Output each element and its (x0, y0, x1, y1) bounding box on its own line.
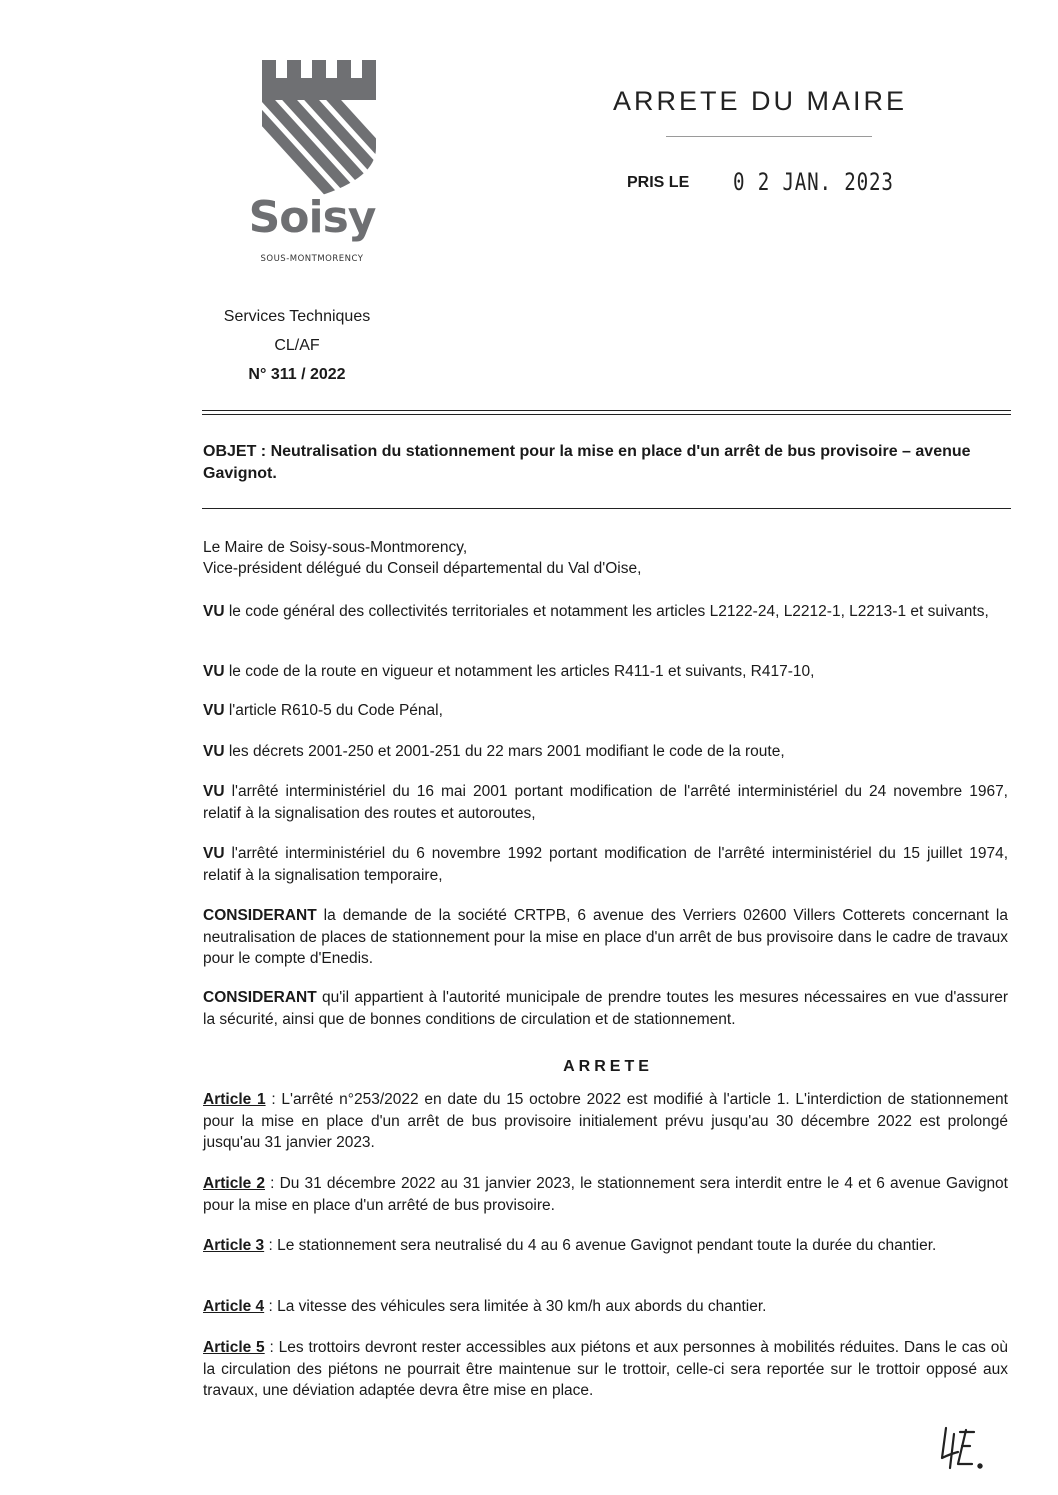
article: Article 1 : L'arrêté n°253/2022 en date du 15 octobre 2022 est modifié à l'article 1. L'interdiction de stationnement pour la mise en place d'un arrêt de bus provisoire initialement prévu jusqu'au 30 décembre 2022 est prolongé jusqu'au 31 janvier 2023. (203, 1091, 1008, 1151)
vu-clause: VU l'arrêté interministériel du 6 novembre 1992 portant modification de l'arrêté interministériel du 15 juillet 1974, relatif à la signalisation temporaire, (203, 845, 1008, 884)
title-underline (666, 136, 872, 137)
considerant-clause: CONSIDERANT la demande de la société CRTPB, 6 avenue des Verriers 02600 Villers Cotterets concernant la neutralisation de places de stationnement pour la mise en place d'un arrêt de bus provisoire dans le cadre de travaux pour le compte d'Enedis. (203, 907, 1008, 967)
service-ref: CL/AF (274, 337, 320, 354)
handwritten-initials (936, 1424, 996, 1474)
considerant-clause: CONSIDERANT qu'il appartient à l'autorité municipale de prendre toutes les mesures nécessaires en vue d'assurer la sécurité, ainsi que de bonnes conditions de circulation et de stationnement. (203, 989, 1008, 1028)
divider-bottom (202, 508, 1011, 509)
service-name: Services Techniques (223, 308, 371, 325)
intro-mayor: Le Maire de Soisy-sous-Montmorency, (203, 539, 468, 556)
vu-clause: VU le code de la route en vigueur et notamment les articles R411-1 et suivants, R417-10, (203, 663, 815, 680)
divider-top (202, 410, 1011, 415)
logo-wordmark: Soisy (248, 192, 376, 243)
objet: OBJET : Neutralisation du stationnement pour la mise en place d'un arrêt de bus provisoire – avenue Gavignot. (203, 443, 971, 482)
intro-title: Vice-président délégué du Conseil départemental du Val d'Oise, (203, 560, 642, 577)
pris-le-date-stamp: 0 2 JAN. 2023 (733, 168, 894, 196)
article: Article 5 : Les trottoirs devront rester accessibles aux piétons et aux personnes à mobilités réduites. Dans le cas où la circulation des piétons ne pourrait être maintenue sur le trottoir, celle-ci sera reportée sur le trottoir opposé aux travaux, une déviation adaptée devra être mise en place. (203, 1339, 1008, 1399)
article: Article 2 : Du 31 décembre 2022 au 31 janvier 2023, le stationnement sera interdit entre le 4 et 6 avenue Gavignot pour la mise en place d'un arrêté de bus provisoire. (203, 1175, 1008, 1214)
vu-clause: VU l'arrêté interministériel du 16 mai 2001 portant modification de l'arrêté interministériel du 24 novembre 1967, relatif à la signalisation des routes et autoroutes, (203, 783, 1008, 822)
article: Article 4 : La vitesse des véhicules sera limitée à 30 km/h aux abords du chantier. (203, 1298, 767, 1315)
logo-subtitle: SOUS-MONTMORENCY (260, 254, 364, 264)
article: Article 3 : Le stationnement sera neutralisé du 4 au 6 avenue Gavignot pendant toute la durée du chantier. (203, 1237, 937, 1254)
page-title: ARRETE DU MAIRE (612, 86, 908, 116)
vu-clause: VU les décrets 2001-250 et 2001-251 du 22 mars 2001 modifiant le code de la route, (203, 743, 785, 760)
vu-clause: VU le code général des collectivités territoriales et notamment les articles L2122-24, L2212-1, L2213-1 et suivants, (203, 603, 989, 620)
pris-le-label: PRIS LE (627, 174, 690, 191)
vu-clause: VU l'article R610-5 du Code Pénal, (203, 702, 443, 719)
decree-number: N° 311 / 2022 (248, 366, 346, 383)
arrete-heading: ARRETE (563, 1058, 653, 1075)
